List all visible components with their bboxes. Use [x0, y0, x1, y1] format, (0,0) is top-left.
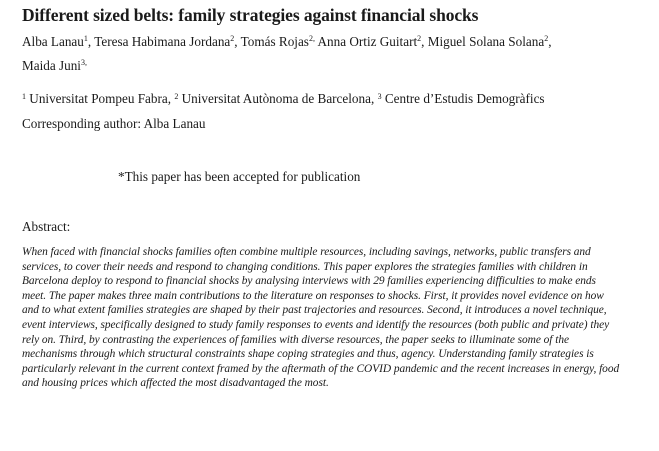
author-separator: , [421, 34, 428, 49]
author-separator: , [87, 34, 95, 49]
paper-title: Different sized belts: family strategies against financial shocks [22, 5, 479, 25]
author-affiliation-mark: 2, [308, 34, 315, 43]
author-name: Alba Lanau [22, 34, 84, 49]
author-name: Anna Ortiz Guitart [317, 34, 418, 49]
author-affiliation-mark: 2 [417, 34, 422, 43]
author-affiliation-mark: 1 [83, 34, 88, 43]
affiliation-name: Centre d’Estudis Demogràfics [384, 91, 545, 106]
author-separator: , [548, 34, 552, 49]
author-affiliation-mark: 3, [80, 58, 87, 67]
corresponding-author: Corresponding author: Alba Lanau [22, 116, 206, 131]
author-name: Maida Juni [22, 58, 81, 73]
affiliation-number: 2 [174, 92, 179, 101]
affiliation-separator: , [370, 91, 378, 106]
author-name: Miguel Solana Solana [427, 34, 545, 49]
affiliation-name: Universitat Pompeu Fabra [29, 91, 168, 106]
affiliation-list [22, 91, 545, 107]
author-affiliation-mark: 2 [230, 34, 235, 43]
acceptance-note: *This paper has been accepted for publication [118, 169, 361, 184]
affiliation-separator: , [167, 91, 175, 106]
author-list [22, 30, 582, 78]
affiliation-number: 1 [22, 92, 26, 101]
abstract-heading: Abstract: [22, 219, 71, 234]
author-affiliation-mark: 2 [544, 34, 549, 43]
abstract-body: When faced with financial shocks families often combine multiple resources, including savings, networks, public transfers and services, to cover their needs and respond to changing conditions. This paper explores the strategies families with children in Barcelona deploy to respond to financial shocks by analysing interviews with 29 families experiencing difficulties to make ends meet. The paper makes three main contributions to the literature on responses to shocks. First, it provides novel evidence on how and to what extent families strategies are shaped by their past trajectories and resources. Second, it introduces a novel technique, event interviews, specifically designed to study family responses to events and identify the resources (both public and private) they rely on. Third, by contrasting the experiences of families with diverse resources, the paper seeks to illuminate some of the mechanisms through which structural constraints shape coping strategies and thus, agency. Understanding family strategies is particularly relevant in the current context framed by the aftermath of the COVID pandemic and the recent increases in energy, food and housing prices which affected the most disadvantaged the most. [22, 246, 620, 390]
affiliation-name: Universitat Autònoma de Barcelona [181, 91, 371, 106]
author-name: Tomás Rojas [240, 34, 309, 49]
affiliation-number: 3 [377, 92, 382, 101]
author-separator: , [234, 34, 241, 49]
author-name: Teresa Habimana Jordana [94, 34, 231, 49]
